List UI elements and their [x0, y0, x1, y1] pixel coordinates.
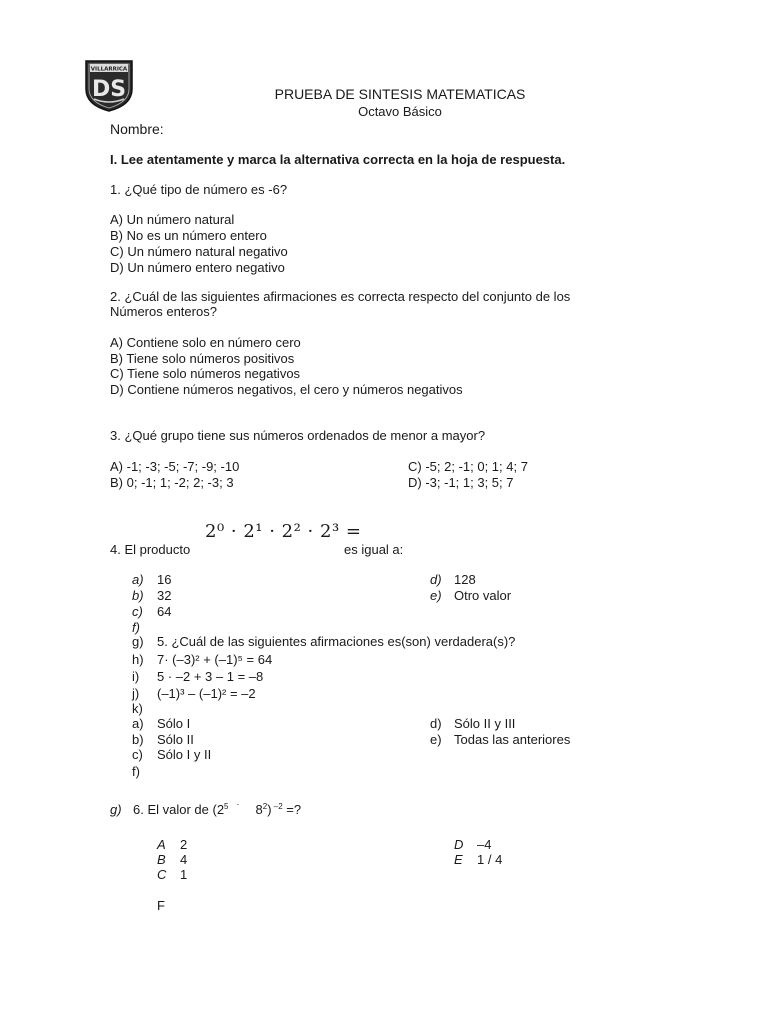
q6-letter-d: D	[454, 837, 464, 852]
q5-option-a: Sólo I	[157, 716, 191, 731]
q4-value-e: Otro valor	[454, 588, 512, 603]
q3-option-c: C) -5; 2; -1; 0; 1; 4; 7	[408, 459, 528, 474]
q5-letter-a: a)	[132, 716, 144, 731]
question-6	[133, 799, 302, 819]
q4-value-d: 128	[454, 572, 476, 587]
q5-letter-d: d)	[430, 716, 442, 731]
q5-letter-i: i)	[132, 669, 140, 684]
q3-option-d: D) -3; -1; 1; 3; 5; 7	[408, 475, 514, 490]
q6-exponent-2: 2	[262, 802, 268, 811]
q2-option-d: D) Contiene números negativos, el cero y números negativos	[110, 382, 463, 397]
q6-letter-a: A	[157, 837, 166, 852]
q5-letter-k: k)	[132, 701, 143, 716]
q5-letter-b: b)	[132, 732, 144, 747]
q6-value-a: 2	[180, 837, 188, 852]
instructions: I. Lee atentamente y marca la alternativa correcta en la hoja de respuesta.	[110, 152, 566, 167]
q6-exponent-3: –2	[271, 802, 283, 811]
page-title: PRUEBA DE SINTESIS MATEMATICAS	[274, 86, 526, 102]
q6-value-c: 1	[180, 867, 188, 882]
q3-option-a: A) -1; -3; -5; -7; -9; -10	[110, 459, 240, 474]
q5-statement-3: (–1)³ – (–1)² = –2	[157, 686, 256, 701]
q3-option-b: B) 0; -1; 1; -2; 2; -3; 3	[110, 475, 234, 490]
q2-option-b: B) Tiene solo números positivos	[110, 351, 295, 366]
q6-end: =?	[282, 802, 302, 817]
trailing-letter: F	[157, 898, 165, 913]
q6-dot: ·	[236, 799, 240, 809]
q6-letter-g: g)	[110, 802, 122, 817]
q1-option-c: C) Un número natural negativo	[110, 244, 288, 259]
q6-value-d: –4	[477, 837, 492, 852]
q4-value-a: 16	[157, 572, 172, 587]
q6-letter-b: B	[157, 852, 166, 867]
q5-option-e: Todas las anteriores	[454, 732, 571, 747]
name-label: Nombre:	[110, 121, 164, 137]
q4-formula: 2⁰ · 2¹ · 2² · 2³ =	[205, 521, 362, 542]
q1-option-b: B) No es un número entero	[110, 228, 267, 243]
question-4-prefix: 4. El producto	[110, 542, 191, 557]
question-1: 1. ¿Qué tipo de número es -6?	[110, 182, 288, 197]
q6-mid: 8	[255, 802, 263, 817]
q4-letter-f: f)	[132, 620, 140, 635]
q5-letter-g: g)	[132, 634, 144, 649]
question-3: 3. ¿Qué grupo tiene sus números ordenados de menor a mayor?	[110, 428, 486, 443]
q5-option-d: Sólo II y III	[454, 716, 516, 731]
q4-letter-e: e)	[430, 588, 442, 603]
q4-letter-b: b)	[132, 588, 144, 603]
q6-value-b: 4	[180, 852, 188, 867]
q5-option-c: Sólo I y II	[157, 747, 212, 762]
q5-statement-1: 7· (–3)² + (–1)⁵ = 64	[157, 652, 273, 667]
page-subtitle: Octavo Básico	[358, 104, 442, 119]
q4-value-c: 64	[157, 604, 172, 619]
q6-letter-c: C	[157, 867, 167, 882]
q5-letter-e: e)	[430, 732, 442, 747]
q4-letter-a: a)	[132, 572, 144, 587]
logo-letters: DS	[91, 77, 127, 102]
question-2-line2: Números enteros?	[110, 304, 217, 319]
q4-value-b: 32	[157, 588, 172, 603]
question-5: 5. ¿Cuál de las siguientes afirmaciones es(son) verdadera(s)?	[157, 634, 516, 649]
q5-letter-c: c)	[132, 747, 143, 762]
q5-letter-j: j)	[132, 686, 140, 701]
q6-value-e: 1 / 4	[477, 852, 503, 867]
q2-option-c: C) Tiene solo números negativos	[110, 366, 301, 381]
q5-statement-2: 5 · –2 + 3 – 1 = –8	[157, 669, 264, 684]
q6-exponent-1: 5	[224, 802, 229, 811]
q5-letter-f: f)	[132, 764, 140, 779]
school-logo	[84, 59, 134, 113]
question-4-suffix: es igual a:	[344, 542, 404, 557]
q6-letter-e: E	[454, 852, 463, 867]
logo-caption: VILLARRICA	[90, 66, 128, 73]
q1-option-a: A) Un número natural	[110, 212, 235, 227]
q1-option-d: D) Un número entero negativo	[110, 260, 285, 275]
question-2-line1: 2. ¿Cuál de las siguientes afirmaciones es correcta respecto del conjunto de los	[110, 289, 571, 304]
q2-option-a: A) Contiene solo en número cero	[110, 335, 301, 350]
q4-letter-d: d)	[430, 572, 442, 587]
q5-option-b: Sólo II	[157, 732, 194, 747]
q6-close: )	[267, 802, 272, 817]
q6-text-start: 6. El valor de (2	[133, 802, 225, 817]
q4-letter-c: c)	[132, 604, 143, 619]
q5-letter-h: h)	[132, 652, 144, 667]
